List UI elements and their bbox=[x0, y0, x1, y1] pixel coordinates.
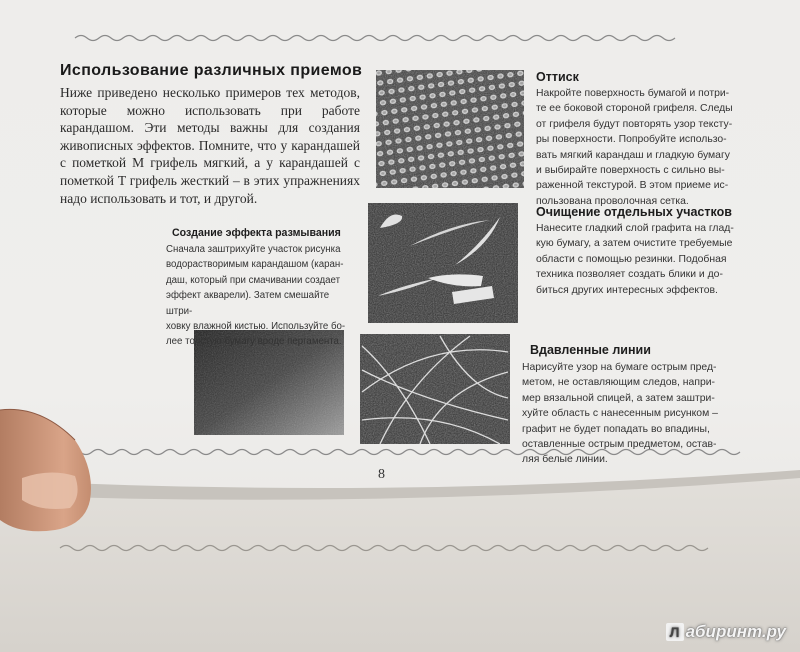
page-number: 8 bbox=[378, 467, 385, 482]
imprint-paragraph: Накройте поверхность бумагой и потри- те ее боковой стороной грифеля. Следы от грифеля будут повторять узор тексту- ры поверхности. Попробуйте использо- вать мягкий карандаш и гладкую бумагу и выбирайте поверхность с сильно вы- раженной текстурой. В этом приеме ис- пользована проволочная сетка. bbox=[536, 88, 733, 207]
erased-graphite-image bbox=[368, 203, 518, 323]
indented-lines-image bbox=[360, 334, 510, 444]
indented-paragraph: Нарисуйте узор на бумаге острым пред- метом, не оставляющим следов, напри- мер вязальной спицей, а затем заштри- хуйте область с нанесенным рисунком – графит не будет попадать во впадины, оставленные острым предметом, остав- ляя белые линии. bbox=[522, 362, 718, 466]
blur-heading: Создание эффекта размывания bbox=[172, 227, 341, 239]
mesh-texture-image bbox=[376, 70, 524, 188]
thumb bbox=[0, 409, 91, 531]
indented-heading: Вдавленные линии bbox=[530, 343, 651, 357]
intro-paragraph: Ниже приведено несколько примеров тех методов, которые можно использовать при работе карандашом. Эти методы важны для создания живописных эффектов. Помните, что у карандашей с пометкой M грифель мягкий, а у карандашей с пометкой T грифель жесткий – в этих упражнениях надо использовать и тот, и другой. bbox=[60, 85, 360, 206]
clearing-paragraph: Нанесите гладкий слой графита на глад- кую бумагу, а затем очистите требуемые области с помощью резинки. Подобная техника позволяет создать блики и до- биться других интересных эффектов. bbox=[536, 223, 734, 296]
top-wavy-rule bbox=[75, 36, 675, 41]
section-heading: Использование различных приемов bbox=[60, 62, 363, 79]
blur-paragraph: Сначала заштрихуйте участок рисунка водорастворимым карандашом (каран- даш, который при смачивании создает эффект акварели). Затем смешайте штри- ховку влажной кистью. Используйте бо- лее толстую бумагу вроде пергамента. bbox=[166, 244, 346, 348]
watermark-logo bbox=[666, 622, 786, 642]
watermark-badge: Л bbox=[666, 623, 684, 641]
imprint-heading: Оттиск bbox=[536, 70, 579, 84]
watermark-text: абиринт.ру bbox=[685, 622, 786, 641]
clearing-heading: Очищение отдельных участков bbox=[536, 205, 732, 219]
